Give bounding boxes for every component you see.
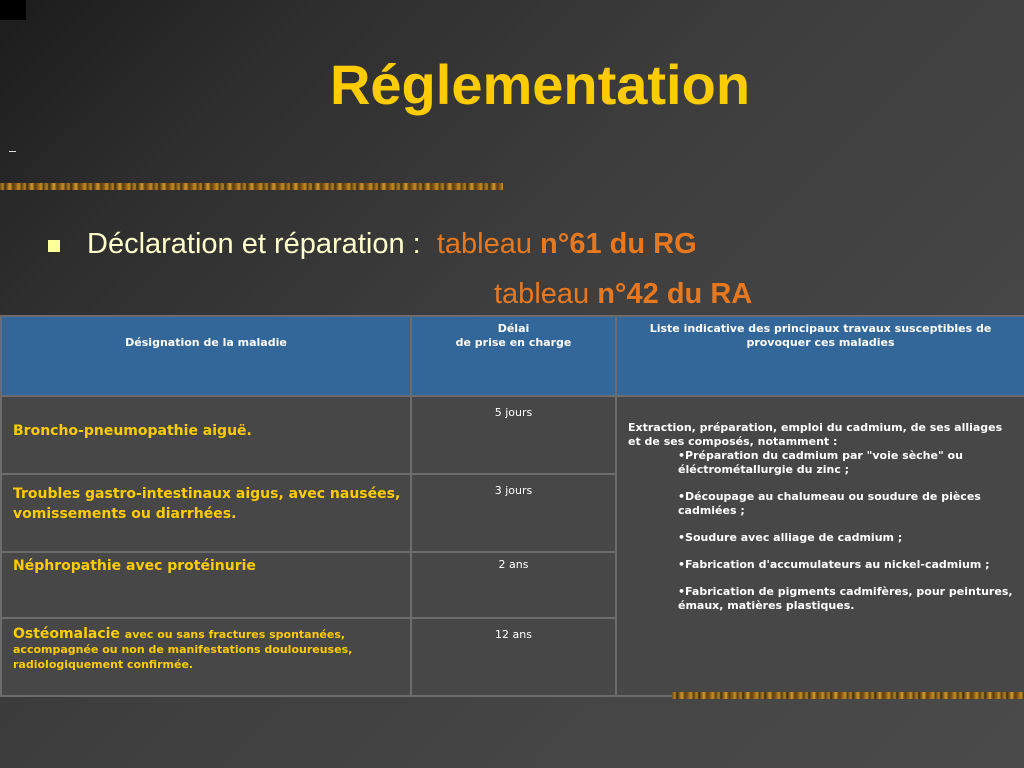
disease-name: Troubles gastro-intestinaux aigus, avec nausées, vomissements ou diarrhées.: [13, 486, 401, 522]
delay-value: 5 jours: [494, 406, 533, 419]
delay-value: 2 ans: [498, 558, 529, 571]
delay-value: 3 jours: [494, 484, 533, 497]
decorative-band-bottom: [672, 692, 1024, 699]
works-item: •Fabrication de pigments cadmifères, pour peintures, émaux, matières plastiques.: [678, 585, 1013, 612]
works-item: •Préparation du cadmium par "voie sèche" ou éléctrométallurgie du zinc ;: [678, 449, 963, 476]
decorative-band-top: [0, 183, 503, 190]
disease-cell: [1, 552, 411, 618]
works-intro: Extraction, préparation, emploi du cadmium, de ses alliages et de ses composés, notamment :: [628, 421, 1003, 448]
reference-ra: [494, 278, 752, 311]
disease-detail: avec ou sans fractures spontanées, accompagnée ou non de manifestations douloureuses, radiologiquement confirmée.: [13, 628, 353, 671]
header-delay: [411, 316, 616, 396]
works-item: •Fabrication d'accumulateurs au nickel-cadmium ;: [678, 558, 990, 571]
delay-cell: [411, 618, 616, 696]
disease-name: Ostéomalacie: [13, 626, 120, 642]
declaration-label: Déclaration et réparation :: [87, 228, 421, 260]
header-disease-label: Désignation de la maladie: [125, 336, 287, 349]
reference-rg: [437, 228, 697, 260]
header-disease: [1, 316, 411, 396]
table-row: [1, 396, 1024, 474]
disease-table: [0, 315, 1024, 697]
disease-name: Néphropathie avec protéinurie: [13, 558, 256, 574]
declaration-line: [87, 228, 697, 261]
page-title: Réglementation: [329, 53, 751, 116]
divider-tick: [9, 151, 16, 152]
table-header-row: [1, 316, 1024, 396]
header-delay-line1: Délai: [497, 322, 530, 335]
disease-cell: [1, 396, 411, 474]
delay-value: 12 ans: [495, 628, 532, 641]
works-item: •Soudure avec alliage de cadmium ;: [678, 531, 903, 544]
works-list: [617, 397, 1024, 613]
disease-cell: [1, 618, 411, 696]
corner-decoration: [0, 0, 26, 20]
works-item: •Découpage au chalumeau ou soudure de pièces cadmiées ;: [678, 490, 981, 517]
reference-rg-number: n°61 du RG: [540, 228, 697, 260]
reference-ra-prefix: tableau: [494, 278, 590, 310]
header-delay-line2: de prise en charge: [455, 336, 572, 349]
works-cell: [616, 396, 1024, 696]
delay-cell: [411, 552, 616, 618]
header-works-label: Liste indicative des principaux travaux susceptibles de provoquer ces maladies: [649, 322, 992, 349]
delay-cell: [411, 396, 616, 474]
reference-rg-prefix: tableau: [436, 228, 532, 260]
reference-ra-number: n°42 du RA: [597, 278, 753, 310]
bullet-icon: [48, 240, 60, 252]
disease-cell: [1, 474, 411, 552]
disease-name: Broncho-pneumopathie aiguë.: [13, 423, 252, 439]
delay-cell: [411, 474, 616, 552]
header-works: [616, 316, 1024, 396]
